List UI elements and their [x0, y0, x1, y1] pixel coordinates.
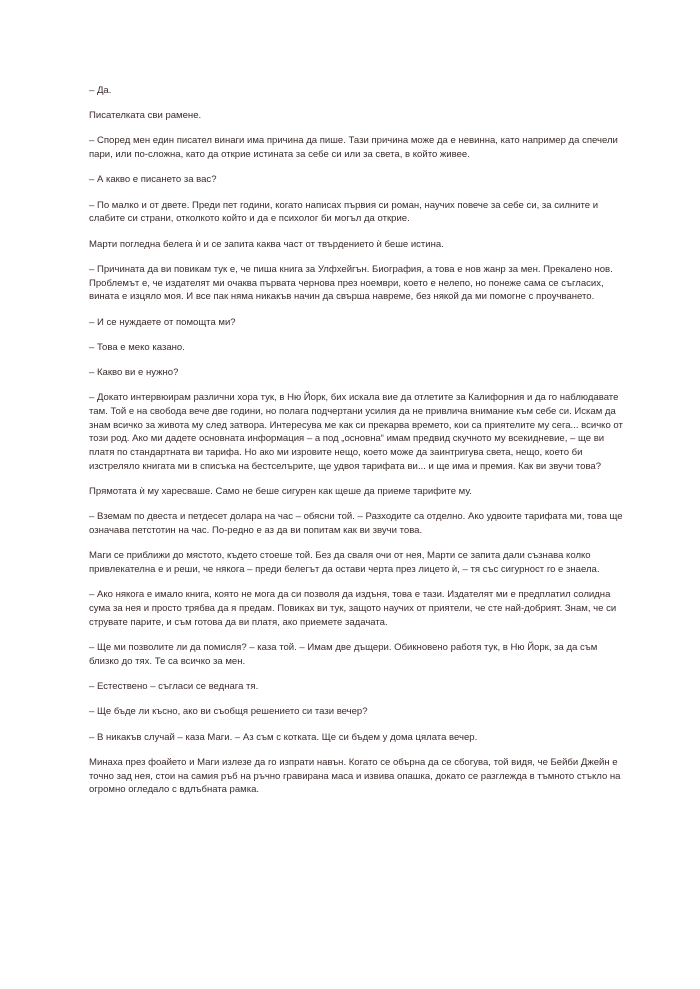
paragraph-7: – Причината да ви повикам тук е, че пиша книга за Улфхейгън. Биография, а това е нов жанр за мен. Прекалено нов. Проблемът е, че издателят ми очаква първата чернова през ноември, което е нелепо, но понеже сама се съгласих, вината е изцяло моя. И все пак няма никакъв начин да свърша навреме, без някой да ми помогне с проучването.: [89, 263, 613, 303]
paragraph-4: – А какво е писането за вас?: [89, 174, 217, 186]
paragraph-10: – Какво ви е нужно?: [89, 366, 179, 378]
paragraph-15: – Ако някога е имало книга, която не мога да си позволя да издъня, това е тази. Издателят ми е предплатил солидна сума за нея и просто трябва да я предам. Повиках ви тук, защото научих от приятели, че сте най-добрият. Знам, че си струвате парите, и съм готова да ви платя, ако приемете задачата.: [89, 589, 617, 628]
paragraph-18: – Ще бъде ли късно, ако ви съобщя решението си тази вечер?: [89, 706, 368, 718]
paragraph-17: – Естествено – съгласи се веднага тя.: [89, 681, 259, 693]
paragraph-14: Маги се приближи до мястото, където стоеше той. Без да сваля очи от нея, Марти се запита дали съзнава колко привлекателна е и реши, че някога – преди белегът да остави черта през лицето ѝ, – тя със сигурност го е знаела.: [89, 550, 600, 576]
paragraph-16: – Ще ми позволите ли да помисля? – каза той. – Имам две дъщери. Обикновено работя тук, в Ню Йорк, за да съм близко до тях. Те са всичко за мен.: [89, 642, 598, 667]
paragraph-11: – Докато интервюирам различни хора тук, в Ню Йорк, бих искала вие да отлетите за Калифорния и да го наблюдавате там. Той е на свобода вече две години, но полага подчертани усилия да не привлича внимание към себе си. Искам да знам всичко за живота му след затвора. Интересува ме как си прекарва времето, кои са приятелите му сега... всичко от този род. Ако ми дадете основната информация – а под „основна“ имам предвид скучното му всекидневие, – ще ви платя по стандартната ви тарифа. Но ако ми изровите нещо, което може да заинтригува света, нещо, което би изстреляло книгата ми в списъка на бестселърите, ще удвоя тарифата ви... и ще има и премия. Как ви звучи това?: [89, 392, 623, 473]
paragraph-20: Минаха през фоайето и Маги излезе да го изпрати навън. Когато се обърна да се сбогува, той видя, че Бейби Джейн е точно зад нея, стои на самия ръб на ръчно гравирана маса и извива опашка, докато се разглежда в тъмното стъкло на огромно огледало с вдлъбната рамка.: [89, 756, 621, 796]
paragraph-8: – И се нуждаете от помощта ми?: [89, 316, 236, 328]
paragraph-1: – Да.: [89, 85, 112, 96]
paragraph-13: – Вземам по двеста и петдесет долара на час – обясни той. – Разходите са отделно. Ако удвоите тарифата ми, това ще означава петстотин на час. По-редно е аз да ви попитам как ви звучи това.: [89, 511, 623, 537]
paragraph-19: – В никакъв случай – каза Маги. – Аз съм с котката. Ще си бъдем у дома цялата вечер.: [89, 731, 478, 743]
paragraph-3: – Според мен един писател винаги има причина да пише. Тази причина може да е невинна, като например да спечели пари, или по-сложна, като да открие истината за себе си или за света, в който живее.: [89, 135, 618, 161]
paragraph-2: Писателката сви рамене.: [89, 110, 202, 122]
paragraph-12: Прямотата ѝ му харесваше. Само не беше сигурен как щеше да приеме тарифите му.: [89, 486, 472, 498]
paragraph-9: – Това е меко казано.: [89, 341, 185, 353]
paragraph-6: Марти погледна белега ѝ и се запита каква част от твърдението ѝ беше истина.: [89, 238, 444, 250]
paragraph-5: – По малко и от двете. Преди пет години, когато написах първия си роман, научих повече за себе си, за силните и слабите си страни, отколкото който и да е психолог би могъл да открие.: [89, 199, 599, 225]
document-page: [89, 84, 629, 809]
